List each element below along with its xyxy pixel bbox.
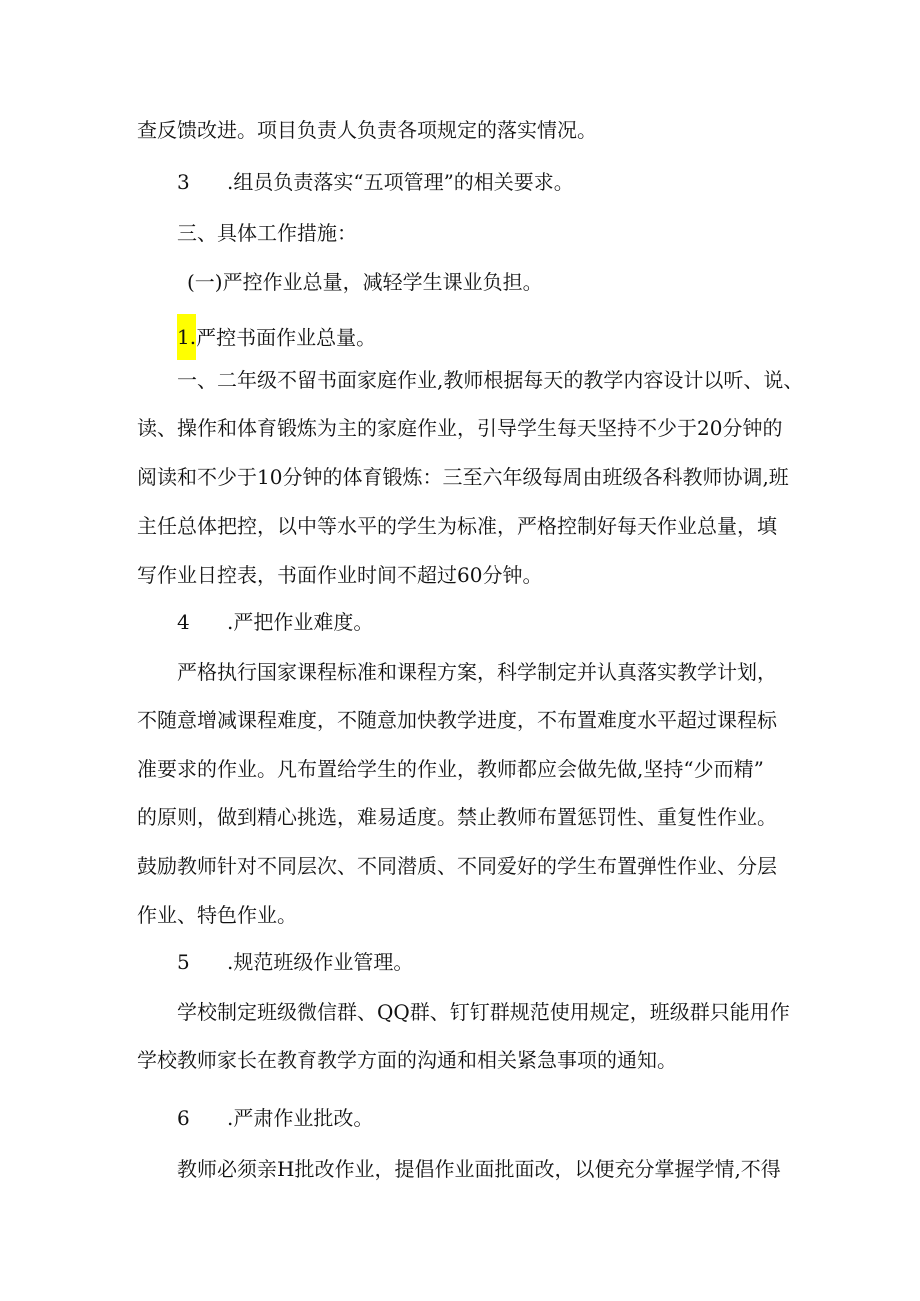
item-text: .规范班级作业管理。 xyxy=(227,950,414,974)
item-text: .严把作业难度。 xyxy=(227,610,374,634)
paragraph-line: 主任总体把控，以中等水平的学生为标准，严格控制好每天作业总量，填 xyxy=(137,514,777,538)
paragraph-line: 阅读和不少于10分钟的体育锻炼：三至六年级每周由班级各科教师协调,班 xyxy=(137,465,789,489)
item-text: 严控书面作业总量。 xyxy=(196,325,377,350)
paragraph-line: 的原则，做到精心挑选，难易适度。禁止教师布置惩罚性、重复性作业。 xyxy=(137,805,777,829)
paragraph-line: 严格执行国家课程标准和课程方案，科学制定并认真落实教学计划， xyxy=(177,660,777,684)
numbered-item-6 xyxy=(177,1104,577,1132)
paragraph-line: 教师必须亲H批改作业，提倡作业面批面改，以便充分掌握学情,不得 xyxy=(177,1157,781,1181)
item-number: 3 xyxy=(177,170,190,194)
paragraph-line: 鼓励教师针对不同层次、不同潜质、不同爱好的学生布置弹性作业、分层 xyxy=(137,854,777,878)
paragraph-line: 写作业日控表，书面作业时间不超过60分钟。 xyxy=(137,563,543,587)
paragraph-line: 准要求的作业。凡布置给学生的作业，教师都应会做先做,坚持“少而精” xyxy=(137,757,764,781)
item-number: 6 xyxy=(177,1106,190,1130)
paragraph-line: 学校教师家长在教育教学方面的沟通和相关紧急事项的通知。 xyxy=(137,1048,677,1072)
numbered-item-4 xyxy=(177,608,577,636)
paragraph-line: 查反馈改进。项目负责人负责各项规定的落实情况。 xyxy=(137,118,597,142)
paragraph-line: 读、操作和体育锻炼为主的家庭作业，引导学生每天坚持不少于20分钟的 xyxy=(137,416,783,440)
item-text: .严肃作业批改。 xyxy=(227,1106,374,1130)
numbered-item-5 xyxy=(177,948,577,976)
section-heading: 三、具体工作措施： xyxy=(177,221,357,245)
highlighted-number: 1. xyxy=(177,314,196,360)
paragraph-line: 一、二年级不留书面家庭作业,教师根据每天的教学内容设计以听、说、 xyxy=(177,368,804,392)
paragraph-line: 作业、特色作业。 xyxy=(137,903,297,927)
numbered-item-3 xyxy=(177,168,697,196)
item-text: .组员负责落实“五项管理”的相关要求。 xyxy=(227,170,574,194)
item-number: 4 xyxy=(177,610,190,634)
paragraph-line: 不随意增减课程难度，不随意加快教学进度，不布置难度水平超过课程标 xyxy=(137,708,777,732)
numbered-item-1 xyxy=(177,316,377,350)
paragraph-line: 学校制定班级微信群、QQ群、钉钉群规范使用规定，班级群只能用作 xyxy=(177,1000,790,1024)
subsection-heading: (一)严控作业总量，减轻学生课业负担。 xyxy=(187,270,543,294)
item-number: 5 xyxy=(177,950,190,974)
